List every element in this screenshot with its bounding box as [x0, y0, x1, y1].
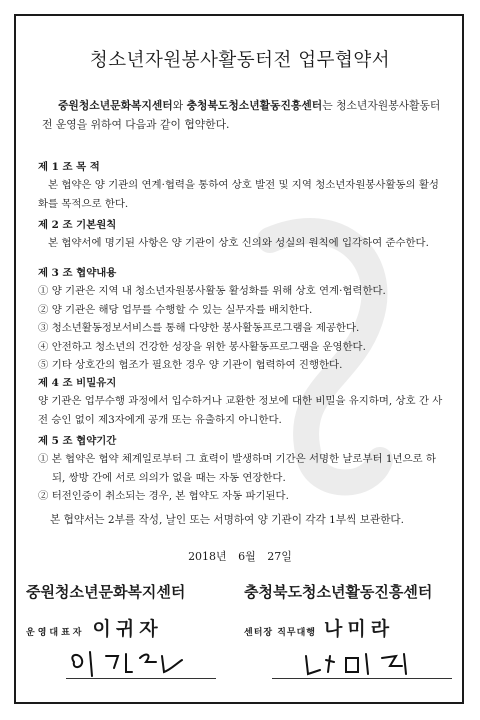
list-item: ① 본 협약은 협약 체계일로부터 그 효력이 발생하며 기간은 서명한 날로부터 1년으로 하되, 쌍방 간에 서로 의의가 없을 때는 자동 연장한다. — [38, 453, 436, 484]
list-item: ① 양 기관은 지역 내 청소년자원봉사활동 활성화를 위해 상호 연계·협력한다. — [38, 285, 386, 298]
article-heading: 제 2 조 기본원칙 — [38, 219, 117, 231]
list-item: ③ 청소년활동정보서비스를 통해 다양한 봉사활동프로그램을 제공한다. — [38, 322, 360, 335]
signature-line-left — [66, 678, 216, 679]
document-title: 청소년자원봉사활동터전 업무협약서 — [89, 50, 391, 71]
article-3 — [38, 264, 448, 374]
article-body: 본 협약은 양 기관의 연계·협력을 통하여 상호 발전 및 지역 청소년자원봉사활동의 활성화를 목적으로 한다. — [38, 179, 439, 210]
article-body: 본 협약서에 명기된 사항은 양 기관이 상호 신의와 성실의 원칙에 입각하여 준수한다. — [48, 237, 429, 250]
closing-statement: 본 협약서는 2부를 작성, 날인 또는 서명하여 양 기관이 각각 1부씩 보관한다. — [50, 514, 405, 526]
org-name-2: 충청북도청소년활동진흥센터 — [186, 99, 323, 112]
signature-left — [66, 648, 216, 680]
article-heading: 제 4 조 비밀유지 — [38, 377, 117, 389]
article-1 — [38, 158, 448, 213]
intro-conj: 와 — [172, 99, 184, 112]
article-body: 양 기관은 업무수행 과정에서 입수하거나 교환한 정보에 대한 비밀을 유지하며, 상호 간 사전 승인 없이 제3자에게 공개 또는 유출하지 아니한다. — [38, 395, 443, 426]
article-heading: 제 3 조 협약내용 — [38, 267, 117, 279]
rep-name: 이귀자 — [92, 618, 163, 640]
rep-name: 나미라 — [324, 618, 395, 640]
list-item: ② 터전인증이 취소되는 경우, 본 협약도 자동 파기된다. — [38, 490, 289, 503]
list-item: ⑤ 기타 상호간의 협조가 필요한 경우 양 기관이 협력하여 진행한다. — [38, 359, 343, 372]
intro-rest: 는 청소년자원봉사활동터전 운영을 위하여 다음과 같이 협약한다. — [42, 99, 441, 131]
article-2 — [38, 216, 448, 253]
signature-line-right — [272, 678, 452, 679]
party-right-org: 충청북도청소년활동진흥센터 — [244, 583, 433, 601]
org-name-1: 중원청소년문화복지센터 — [58, 99, 173, 112]
article-4 — [38, 374, 448, 429]
intro-paragraph — [42, 96, 442, 134]
rep-title: 운영대표자 — [26, 628, 85, 638]
agreement-date: 2018년 6월 27일 — [188, 550, 292, 563]
list-item: ② 양 기관은 해당 업무를 수행할 수 있는 실무자를 배치한다. — [38, 303, 313, 316]
article-5 — [38, 432, 448, 506]
party-left-org: 중원청소년문화복지센터 — [26, 583, 186, 601]
article-heading: 제 1 조 목 적 — [38, 161, 100, 173]
article-heading: 제 5 조 협약기간 — [38, 435, 117, 447]
party-left-representative — [26, 614, 163, 641]
signature-right — [300, 648, 450, 680]
rep-title: 센터장 직무대행 — [244, 628, 316, 638]
party-right-representative — [244, 614, 394, 641]
list-item: ④ 안전하고 청소년의 건강한 성장을 위한 봉사활동프로그램을 운영한다. — [38, 340, 366, 353]
